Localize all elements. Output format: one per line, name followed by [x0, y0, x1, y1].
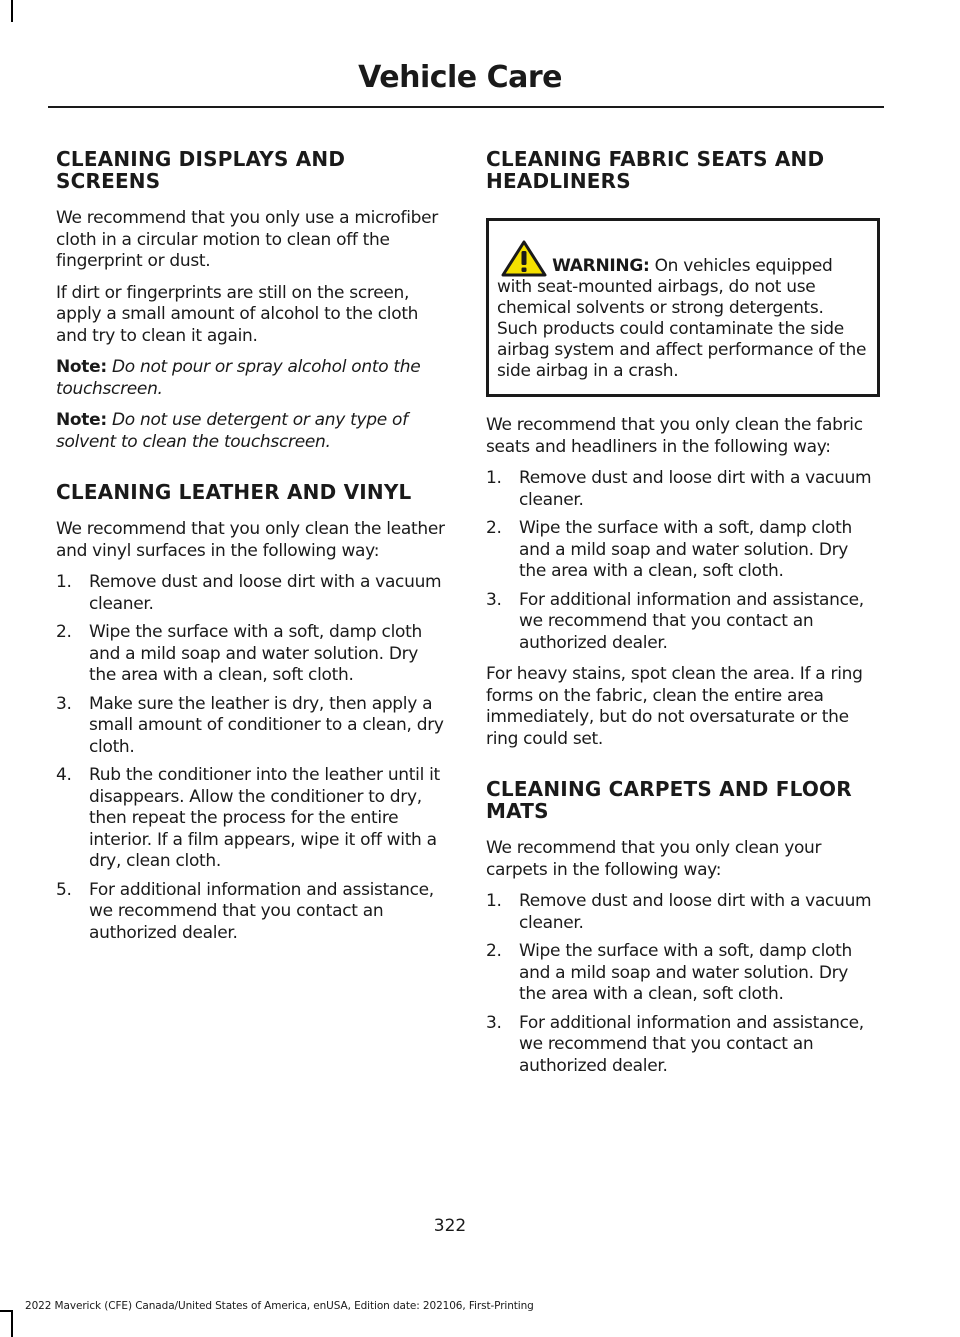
step-text: Wipe the surface with a soft, damp cloth and a mild soap and water solution. Dry the area with a clean, soft cloth. — [519, 941, 852, 1004]
list-item — [486, 1013, 880, 1078]
section-title-carpets: CLEANING CARPETS AND FLOOR MATS — [486, 777, 852, 823]
step-text: Rub the conditioner into the leather until it disappears. Allow the conditioner to dry, then repeat the process for the entire interior. If a film appears, wipe it off with a dry, clean cloth. — [89, 765, 440, 871]
step-number: 3. — [486, 589, 502, 610]
step-number: 3. — [486, 1012, 502, 1033]
list-item — [486, 941, 880, 1006]
list-item — [486, 518, 880, 583]
step-number: 4. — [56, 765, 72, 785]
warning-text: On vehicles equipped with seat-mounted airbags, do not use chemical solvents or strong detergents. Such products could contaminate the side airbag system and affect performance of the side airbag in a crash. — [497, 256, 867, 381]
paragraph: We recommend that you only clean your carpets in the following way: — [486, 838, 822, 880]
header-divider — [48, 106, 884, 108]
list-item — [486, 891, 880, 934]
list-item — [56, 694, 448, 759]
step-number: 1. — [486, 891, 502, 911]
page-header-title: Vehicle Care — [358, 60, 562, 95]
step-number: 1. — [486, 468, 502, 488]
list-item — [56, 765, 448, 873]
note-text: Do not pour or spray alcohol onto the touchscreen. — [56, 357, 421, 399]
step-number: 3. — [56, 693, 72, 714]
note-text: Do not use detergent or any type of solvent to clean the touchscreen. — [56, 410, 408, 452]
note — [56, 357, 448, 400]
crop-mark — [0, 1310, 11, 1312]
page-number: 322 — [433, 1216, 467, 1236]
step-text: Remove dust and loose dirt with a vacuum cleaner. — [519, 891, 872, 933]
step-text: For additional information and assistance, we recommend that you contact an authorized dealer. — [519, 589, 864, 653]
warning-label: WARNING: — [552, 256, 650, 276]
footer-edition: 2022 Maverick (CFE) Canada/United States of America, enUSA, Edition date: 202106, First-Printing — [25, 1300, 534, 1312]
paragraph: We recommend that you only clean the fabric seats and headliners in the following way: — [486, 415, 863, 457]
list-item — [486, 468, 880, 511]
list-item — [486, 590, 880, 655]
note — [56, 410, 448, 453]
steps-list — [56, 572, 448, 944]
step-text: Remove dust and loose dirt with a vacuum cleaner. — [89, 572, 442, 614]
warning-box — [486, 218, 880, 397]
note-label: Note: — [56, 357, 107, 377]
step-text: Wipe the surface with a soft, damp cloth and a mild soap and water solution. Dry the area with a clean, soft cloth. — [89, 622, 422, 685]
section-title-displays: CLEANING DISPLAYS AND SCREENS — [56, 147, 346, 193]
paragraph: We recommend that you only clean the leather and vinyl surfaces in the following way: — [56, 519, 445, 561]
steps-list — [486, 468, 880, 654]
step-number: 5. — [56, 879, 72, 900]
paragraph: If dirt or fingerprints are still on the screen, apply a small amount of alcohol to the cloth and try to clean it again. — [56, 282, 419, 346]
step-number: 2. — [486, 941, 502, 961]
list-item — [56, 622, 448, 687]
step-text: For additional information and assistance, we recommend that you contact an authorized dealer. — [89, 879, 434, 943]
crop-mark — [11, 0, 13, 22]
paragraph: For heavy stains, spot clean the area. If a ring forms on the fabric, clean the entire area immediately, but do not oversaturate or the ring could set. — [486, 664, 863, 749]
step-number: 2. — [56, 622, 72, 642]
paragraph: We recommend that you only use a microfiber cloth in a circular motion to clean off the fingerprint or dust. — [56, 208, 438, 271]
step-text: Remove dust and loose dirt with a vacuum cleaner. — [519, 468, 872, 510]
step-text: Make sure the leather is dry, then apply a small amount of conditioner to a clean, dry cloth. — [89, 693, 444, 757]
step-number: 2. — [486, 518, 502, 538]
list-item — [56, 880, 448, 945]
step-text: Wipe the surface with a soft, damp cloth and a mild soap and water solution. Dry the area with a clean, soft cloth. — [519, 518, 852, 581]
steps-list — [486, 891, 880, 1077]
section-title-fabric: CLEANING FABRIC SEATS AND HEADLINERS — [486, 147, 825, 193]
right-column — [486, 148, 880, 1087]
warning-triangle-icon — [501, 239, 547, 277]
step-text: For additional information and assistance, we recommend that you contact an authorized dealer. — [519, 1012, 864, 1076]
left-column — [56, 148, 448, 954]
section-title-leather: CLEANING LEATHER AND VINYL — [56, 480, 412, 504]
step-number: 1. — [56, 572, 72, 592]
list-item — [56, 572, 448, 615]
note-label: Note: — [56, 410, 107, 430]
crop-mark — [11, 1310, 13, 1337]
